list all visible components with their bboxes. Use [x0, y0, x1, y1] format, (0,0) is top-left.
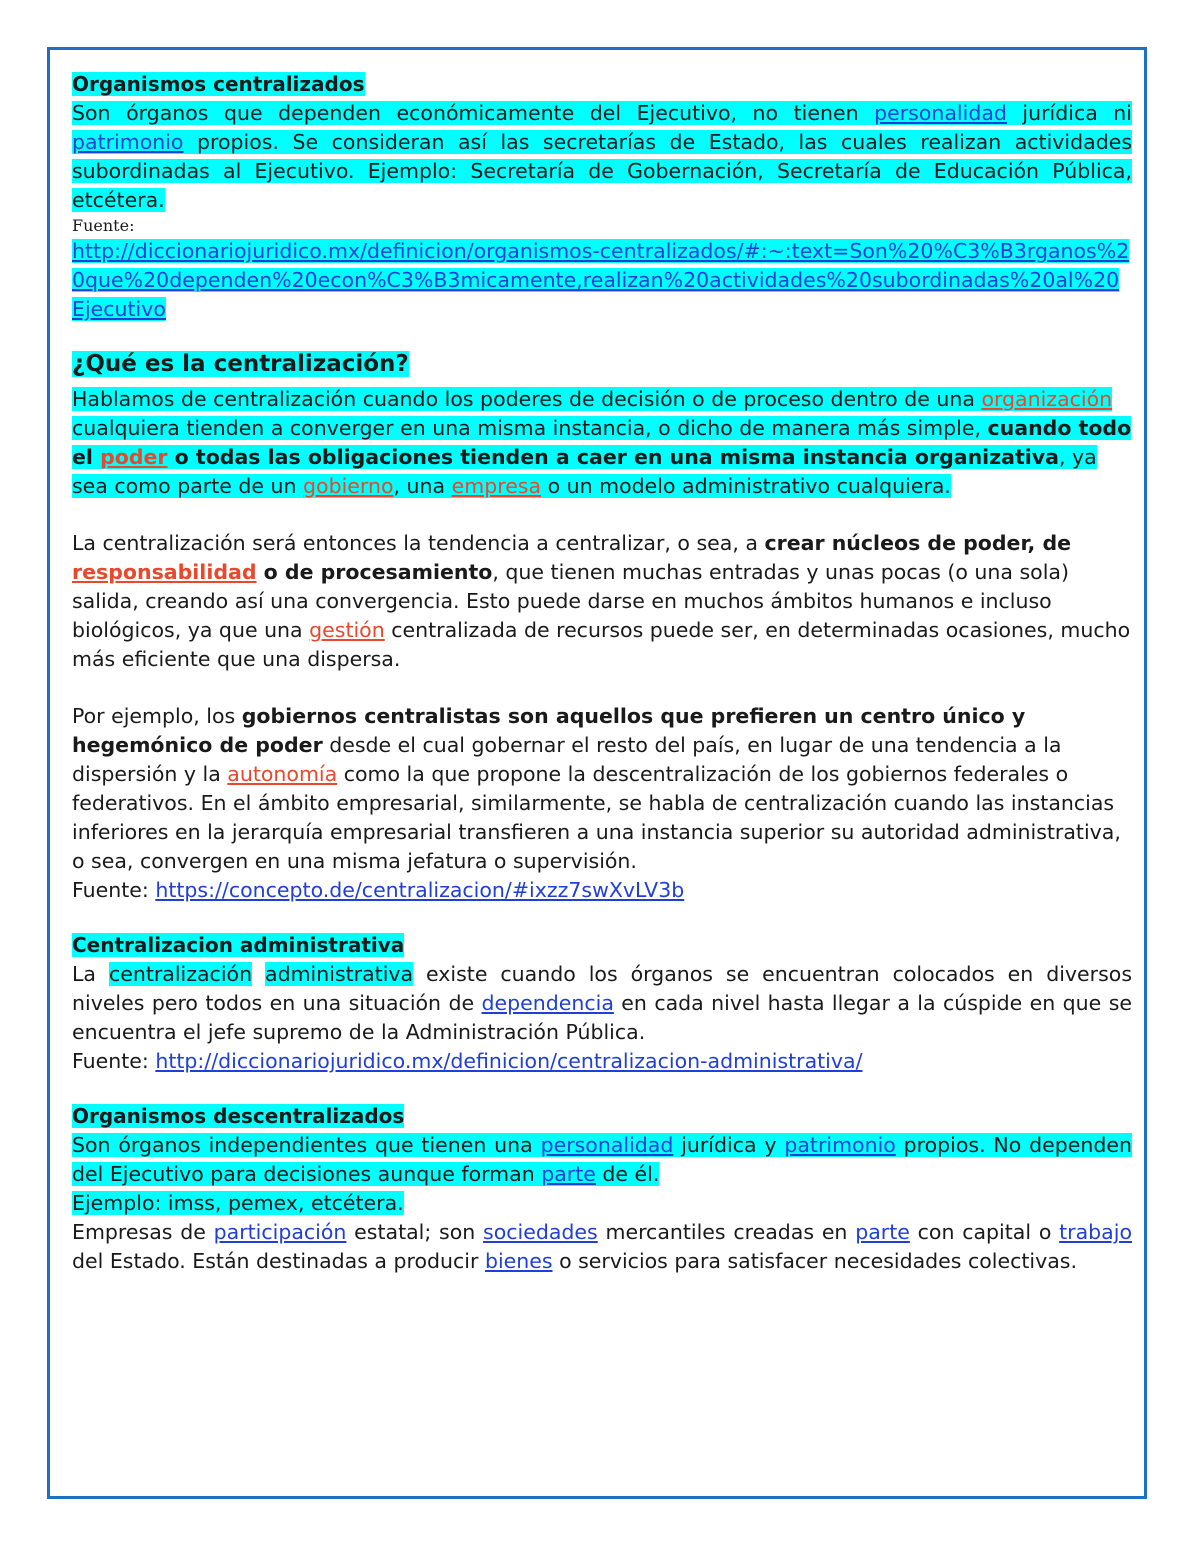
text: propios. Se consideran así las secretarías de Estado, las cuales realizan actividades subordinadas al Ejecutivo. Ejemplo: Secretaría de Gobernación, Secretaría de Educación Pública, etcétera.: [72, 130, 1132, 212]
section-que-es-centralizacion: [72, 350, 1132, 905]
source-link[interactable]: http://diccionariojuridico.mx/definicion/organismos-centralizados/#:~:text=Son%20%C3%B3rganos%20que%20dependen%20econ%C3%B3micamente,realizan%20actividades%20subordinadas%20al%20Ejecutivo: [72, 239, 1130, 321]
text: La centralización será entonces la tendencia a centralizar, o sea, a: [72, 531, 765, 555]
section-title: Organismos descentralizados: [72, 1104, 405, 1128]
text: en cada nivel hasta llegar a la cúspide en que se encuentra el jefe supremo de la Administración Pública.: [72, 991, 1132, 1044]
link-participacion[interactable]: participación: [213, 1220, 347, 1244]
text: propios. No dependen del Ejecutivo para decisiones aunque forman: [72, 1133, 1132, 1186]
source-label: Fuente:: [72, 878, 156, 902]
document-body: [72, 70, 1132, 1276]
link-personalidad[interactable]: personalidad: [874, 101, 1007, 125]
text: Son órganos que dependen económicamente del Ejecutivo, no tienen: [72, 101, 875, 125]
bold-text: gobiernos centralistas son aquellos que prefieren un centro único y hegemónico de poder: [72, 704, 1026, 757]
text: del Estado. Están destinadas a producir: [72, 1249, 485, 1273]
link-patrimonio[interactable]: patrimonio: [72, 130, 184, 154]
link-organizacion[interactable]: organización: [981, 387, 1113, 411]
link-personalidad[interactable]: personalidad: [540, 1133, 674, 1157]
link-gestion[interactable]: gestión: [309, 618, 385, 642]
bold-text: crear núcleos de poder, de: [764, 531, 1072, 555]
bold-text: o todas las obligaciones tienden a caer en una misma instancia organizativa: [167, 445, 1060, 469]
text: , una: [393, 474, 452, 498]
link-trabajo[interactable]: trabajo: [1059, 1220, 1132, 1244]
text: como la que propone la descentralización de los gobiernos federales o federativos. En el ámbito empresarial, similarmente, se habla de centralización cuando las instancias inferiores en la jerarquía empresarial transfieren a una instancia superior su autoridad administrativa, o sea, convergen en una misma jefatura o supervisión.: [72, 762, 1121, 873]
section-organismos-centralizados: [72, 70, 1132, 324]
text: centralizada de recursos puede ser, en determinadas ocasiones, mucho más eficiente que una dispersa.: [72, 618, 1131, 671]
bold-text: cuando todo el: [72, 416, 1132, 469]
text: [252, 962, 265, 986]
section-organismos-descentralizados: [72, 1102, 1132, 1276]
source-label: Fuente:: [72, 1049, 156, 1073]
link-patrimonio[interactable]: patrimonio: [784, 1133, 896, 1157]
link-bienes[interactable]: bienes: [484, 1249, 553, 1273]
paragraph: [72, 1218, 1132, 1276]
link-poder[interactable]: poder: [100, 445, 168, 469]
section-title: ¿Qué es la centralización?: [72, 351, 409, 377]
paragraph: [72, 702, 1132, 876]
section-title: Centralizacion administrativa: [72, 933, 405, 957]
source-link[interactable]: https://concepto.de/centralizacion/#ixzz7swXvLV3b: [155, 878, 685, 902]
paragraph: [72, 385, 1132, 501]
link-responsabilidad[interactable]: responsabilidad: [72, 560, 257, 584]
section-title: Organismos centralizados: [72, 72, 365, 96]
text: mercantiles creadas en: [597, 1220, 856, 1244]
source-url-container: [72, 237, 1132, 324]
paragraph: [72, 529, 1132, 674]
text: , que tienen muchas entradas y unas pocas (o una sola) salida, creando así una convergencia. Esto puede darse en muchos ámbitos humanos e incluso biológicos, ya que una: [72, 560, 1069, 642]
highlighted-text: administrativa: [265, 962, 414, 986]
highlighted-text: centralización: [108, 962, 253, 986]
text: Son órganos independientes que tienen una: [72, 1133, 541, 1157]
link-empresa[interactable]: empresa: [451, 474, 542, 498]
link-parte[interactable]: parte: [855, 1220, 910, 1244]
text: estatal; son: [346, 1220, 484, 1244]
link-autonomia[interactable]: autonomía: [227, 762, 338, 786]
text: con capital o: [909, 1220, 1060, 1244]
paragraph: [72, 960, 1132, 1047]
paragraph: [72, 1131, 1132, 1189]
text: jurídica y: [673, 1133, 785, 1157]
link-dependencia[interactable]: dependencia: [481, 991, 614, 1015]
section-centralizacion-administrativa: [72, 931, 1132, 1076]
source-link[interactable]: http://diccionariojuridico.mx/definicion/centralizacion-administrativa/: [155, 1049, 863, 1073]
link-parte[interactable]: parte: [541, 1162, 596, 1186]
text: desde el cual gobernar el resto del país, en lugar de una tendencia a la dispersión y la: [72, 733, 1062, 786]
text: jurídica ni: [1006, 101, 1132, 125]
paragraph: [72, 99, 1132, 215]
text: o un modelo administrativo cualquiera.: [541, 474, 951, 498]
text: de él.: [595, 1162, 660, 1186]
text: cualquiera tienden a converger en una misma instancia, o dicho de manera más simple,: [72, 416, 988, 440]
text: La: [72, 962, 109, 986]
text: Empresas de: [72, 1220, 214, 1244]
source-label: Fuente:: [72, 216, 135, 235]
text: o servicios para satisfacer necesidades colectivas.: [552, 1249, 1077, 1273]
text: Por ejemplo, los: [72, 704, 242, 728]
text: , ya sea como parte de un: [72, 445, 1097, 498]
text: existe cuando los órganos se encuentran colocados en diversos niveles pero todos en una situación de: [72, 962, 1132, 1015]
link-sociedades[interactable]: sociedades: [483, 1220, 598, 1244]
link-gobierno[interactable]: gobierno: [303, 474, 394, 498]
source-line: [72, 876, 1132, 905]
source-line: [72, 1047, 1132, 1076]
bold-text: o de procesamiento: [256, 560, 493, 584]
text: Hablamos de centralización cuando los poderes de decisión o de proceso dentro de una: [72, 387, 982, 411]
example-line: Ejemplo: imss, pemex, etcétera.: [72, 1191, 404, 1215]
